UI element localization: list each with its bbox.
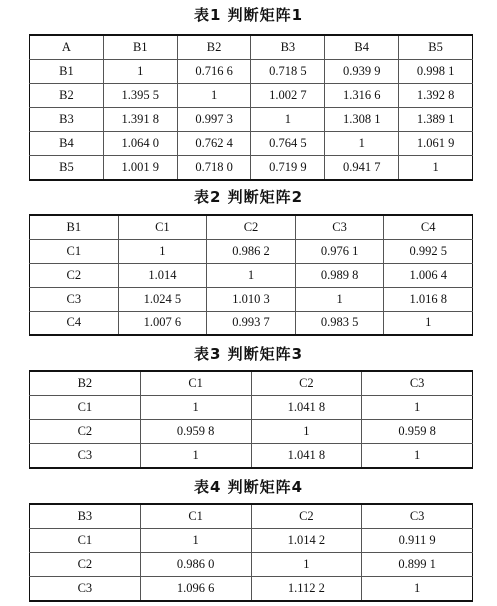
table-row bbox=[30, 83, 473, 107]
header-cell: B1 bbox=[103, 35, 177, 59]
value-cell: 1 bbox=[384, 311, 473, 335]
value-cell: 1 bbox=[362, 395, 473, 419]
table-row bbox=[30, 553, 473, 577]
header-cell: C2 bbox=[207, 215, 296, 239]
value-cell: 0.976 1 bbox=[295, 239, 384, 263]
header-cell: C2 bbox=[251, 504, 362, 528]
value-cell: 1 bbox=[362, 577, 473, 601]
table-4-caption: 表4 判断矩阵4 bbox=[193, 478, 304, 496]
table-row bbox=[30, 395, 473, 419]
row-label-cell: C1 bbox=[30, 395, 141, 419]
row-label-cell: C1 bbox=[30, 528, 141, 552]
value-cell: 1.391 8 bbox=[103, 108, 177, 132]
header-cell: C2 bbox=[251, 371, 362, 395]
table-header-row bbox=[30, 371, 473, 395]
header-cell: C3 bbox=[362, 371, 473, 395]
table-row bbox=[30, 132, 473, 156]
value-cell: 1 bbox=[251, 108, 325, 132]
value-cell: 1.014 2 bbox=[251, 528, 362, 552]
value-cell: 1.002 7 bbox=[251, 83, 325, 107]
table-row bbox=[30, 444, 473, 468]
row-label-cell: B4 bbox=[30, 132, 104, 156]
table-header-row bbox=[30, 35, 473, 59]
row-label-cell: C4 bbox=[30, 311, 119, 335]
row-label-cell: B5 bbox=[30, 156, 104, 180]
value-cell: 1 bbox=[177, 83, 251, 107]
value-cell: 0.998 1 bbox=[399, 59, 473, 83]
header-cell: C1 bbox=[140, 371, 251, 395]
value-cell: 1 bbox=[140, 528, 251, 552]
value-cell: 1.014 bbox=[118, 263, 207, 287]
value-cell: 1 bbox=[399, 156, 473, 180]
row-label-cell: C1 bbox=[30, 239, 119, 263]
judgment-matrix-table-1 bbox=[29, 34, 473, 181]
value-cell: 1.041 8 bbox=[251, 395, 362, 419]
value-cell: 0.986 2 bbox=[207, 239, 296, 263]
header-cell: C1 bbox=[118, 215, 207, 239]
row-label-cell: B3 bbox=[30, 108, 104, 132]
table-1-caption: 表1 判断矩阵1 bbox=[193, 6, 304, 24]
value-cell: 1.392 8 bbox=[399, 83, 473, 107]
value-cell: 1 bbox=[295, 287, 384, 311]
value-cell: 1.006 4 bbox=[384, 263, 473, 287]
table-row bbox=[30, 577, 473, 601]
row-label-cell: C3 bbox=[30, 444, 141, 468]
header-cell: A bbox=[30, 35, 104, 59]
value-cell: 0.899 1 bbox=[362, 553, 473, 577]
value-cell: 1.096 6 bbox=[140, 577, 251, 601]
value-cell: 0.764 5 bbox=[251, 132, 325, 156]
value-cell: 0.719 9 bbox=[251, 156, 325, 180]
value-cell: 0.983 5 bbox=[295, 311, 384, 335]
value-cell: 0.762 4 bbox=[177, 132, 251, 156]
value-cell: 1.061 9 bbox=[399, 132, 473, 156]
value-cell: 0.992 5 bbox=[384, 239, 473, 263]
judgment-matrix-table-2 bbox=[29, 214, 473, 336]
header-cell: B2 bbox=[177, 35, 251, 59]
header-cell: B1 bbox=[30, 215, 119, 239]
table-header-row bbox=[30, 215, 473, 239]
judgment-matrix-table-3 bbox=[29, 370, 473, 469]
value-cell: 0.989 8 bbox=[295, 263, 384, 287]
value-cell: 1.041 8 bbox=[251, 444, 362, 468]
value-cell: 1 bbox=[251, 420, 362, 444]
table-row bbox=[30, 263, 473, 287]
header-cell: C1 bbox=[140, 504, 251, 528]
table-row bbox=[30, 420, 473, 444]
value-cell: 0.941 7 bbox=[325, 156, 399, 180]
row-label-cell: C2 bbox=[30, 420, 141, 444]
row-label-cell: B2 bbox=[30, 83, 104, 107]
value-cell: 0.959 8 bbox=[140, 420, 251, 444]
value-cell: 0.718 0 bbox=[177, 156, 251, 180]
value-cell: 1.389 1 bbox=[399, 108, 473, 132]
table-row bbox=[30, 156, 473, 180]
value-cell: 1.024 5 bbox=[118, 287, 207, 311]
value-cell: 1.064 0 bbox=[103, 132, 177, 156]
header-cell: B2 bbox=[30, 371, 141, 395]
header-cell: B5 bbox=[399, 35, 473, 59]
header-cell: B4 bbox=[325, 35, 399, 59]
value-cell: 0.993 7 bbox=[207, 311, 296, 335]
table-row bbox=[30, 108, 473, 132]
table-row bbox=[30, 311, 473, 335]
row-label-cell: C3 bbox=[30, 577, 141, 601]
judgment-matrix-table-4 bbox=[29, 503, 473, 602]
table-row bbox=[30, 59, 473, 83]
header-cell: C4 bbox=[384, 215, 473, 239]
row-label-cell: C2 bbox=[30, 263, 119, 287]
value-cell: 1 bbox=[251, 553, 362, 577]
header-cell: C3 bbox=[295, 215, 384, 239]
table-row bbox=[30, 528, 473, 552]
value-cell: 1 bbox=[207, 263, 296, 287]
table-row bbox=[30, 239, 473, 263]
row-label-cell: B1 bbox=[30, 59, 104, 83]
value-cell: 1.308 1 bbox=[325, 108, 399, 132]
value-cell: 0.939 9 bbox=[325, 59, 399, 83]
value-cell: 1 bbox=[103, 59, 177, 83]
value-cell: 1.016 8 bbox=[384, 287, 473, 311]
table-2-caption: 表2 判断矩阵2 bbox=[193, 188, 304, 206]
header-cell: C3 bbox=[362, 504, 473, 528]
table-header-row bbox=[30, 504, 473, 528]
value-cell: 1.001 9 bbox=[103, 156, 177, 180]
row-label-cell: C2 bbox=[30, 553, 141, 577]
value-cell: 1.112 2 bbox=[251, 577, 362, 601]
value-cell: 0.911 9 bbox=[362, 528, 473, 552]
table-3-caption: 表3 判断矩阵3 bbox=[193, 345, 304, 363]
value-cell: 1.010 3 bbox=[207, 287, 296, 311]
value-cell: 1 bbox=[140, 395, 251, 419]
value-cell: 0.986 0 bbox=[140, 553, 251, 577]
value-cell: 1 bbox=[362, 444, 473, 468]
value-cell: 1.007 6 bbox=[118, 311, 207, 335]
value-cell: 1 bbox=[118, 239, 207, 263]
row-label-cell: C3 bbox=[30, 287, 119, 311]
header-cell: B3 bbox=[30, 504, 141, 528]
value-cell: 1.316 6 bbox=[325, 83, 399, 107]
value-cell: 0.997 3 bbox=[177, 108, 251, 132]
value-cell: 1.395 5 bbox=[103, 83, 177, 107]
value-cell: 0.718 5 bbox=[251, 59, 325, 83]
value-cell: 0.716 6 bbox=[177, 59, 251, 83]
table-row bbox=[30, 287, 473, 311]
value-cell: 1 bbox=[325, 132, 399, 156]
header-cell: B3 bbox=[251, 35, 325, 59]
value-cell: 1 bbox=[140, 444, 251, 468]
value-cell: 0.959 8 bbox=[362, 420, 473, 444]
